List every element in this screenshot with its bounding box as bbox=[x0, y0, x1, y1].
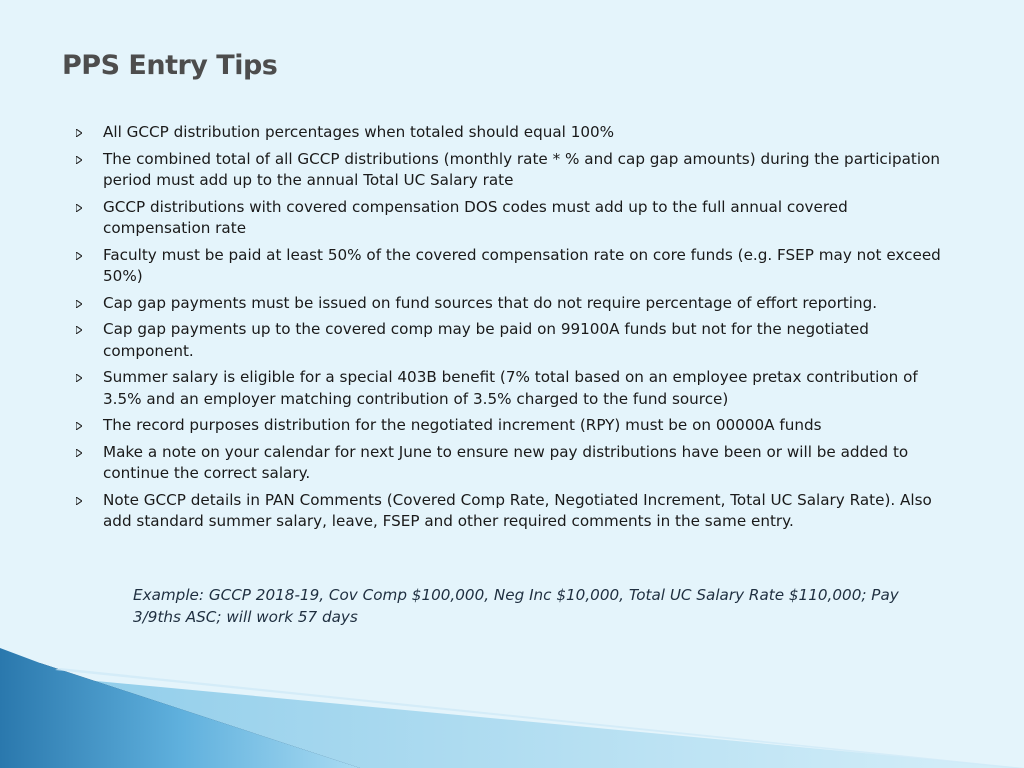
triangle-right-icon bbox=[76, 490, 86, 512]
bullet-text: Faculty must be paid at least 50% of the covered compensation rate on core funds (e.g. FSEP may not exceed 50%) bbox=[103, 245, 941, 285]
triangle-right-icon bbox=[76, 293, 86, 315]
bullet-item bbox=[76, 319, 956, 362]
bullet-item bbox=[76, 442, 956, 485]
slide-title: PPS Entry Tips bbox=[62, 50, 278, 81]
bullet-text: Cap gap payments up to the covered comp may be paid on 99100A funds but not for the negotiated component. bbox=[103, 320, 869, 360]
triangle-right-icon bbox=[76, 245, 86, 267]
bullet-text: Cap gap payments must be issued on fund sources that do not require percentage of effort reporting. bbox=[103, 293, 878, 312]
bullet-item bbox=[76, 367, 956, 410]
bullet-item bbox=[76, 122, 956, 144]
triangle-right-icon bbox=[76, 442, 86, 464]
triangle-right-icon bbox=[76, 319, 86, 341]
bullet-item bbox=[76, 197, 956, 240]
bullet-text: The record purposes distribution for the negotiated increment (RPY) must be on 00000A funds bbox=[103, 416, 822, 434]
bullet-text: The combined total of all GCCP distributions (monthly rate * % and cap gap amounts) during the participation period must add up to the annual Total UC Salary rate bbox=[103, 149, 941, 189]
bullet-item bbox=[76, 293, 956, 315]
example-text: Example: GCCP 2018-19, Cov Comp $100,000, Neg Inc $10,000, Total UC Salary Rate $110,000; Pay 3/9ths ASC; will work 57 days bbox=[133, 586, 899, 626]
bullet-item bbox=[76, 245, 956, 288]
bullet-text: Make a note on your calendar for next June to ensure new pay distributions have been or will be added to continue the correct salary. bbox=[103, 442, 909, 482]
bullet-text: All GCCP distribution percentages when totaled should equal 100% bbox=[103, 123, 615, 141]
bullet-text: Note GCCP details in PAN Comments (Covered Comp Rate, Negotiated Increment, Total UC Salary Rate). Also add standard summer salary, leave, FSEP and other required comments in the same entry. bbox=[103, 490, 932, 530]
triangle-right-icon bbox=[76, 122, 86, 144]
triangle-right-icon bbox=[76, 149, 86, 171]
corner-swoosh-decoration bbox=[0, 600, 1024, 768]
bullet-item bbox=[76, 149, 956, 192]
triangle-right-icon bbox=[76, 197, 86, 219]
bullet-item bbox=[76, 490, 956, 533]
triangle-right-icon bbox=[76, 367, 86, 389]
bullet-list bbox=[76, 122, 956, 538]
triangle-right-icon bbox=[76, 415, 86, 437]
bullet-text: Summer salary is eligible for a special 403B benefit (7% total based on an employee pretax contribution of 3.5% and an employer matching contribution of 3.5% charged to the fund source) bbox=[103, 368, 918, 408]
bullet-item bbox=[76, 415, 956, 437]
bullet-text: GCCP distributions with covered compensation DOS codes must add up to the full annual covered compensation rate bbox=[103, 197, 848, 237]
